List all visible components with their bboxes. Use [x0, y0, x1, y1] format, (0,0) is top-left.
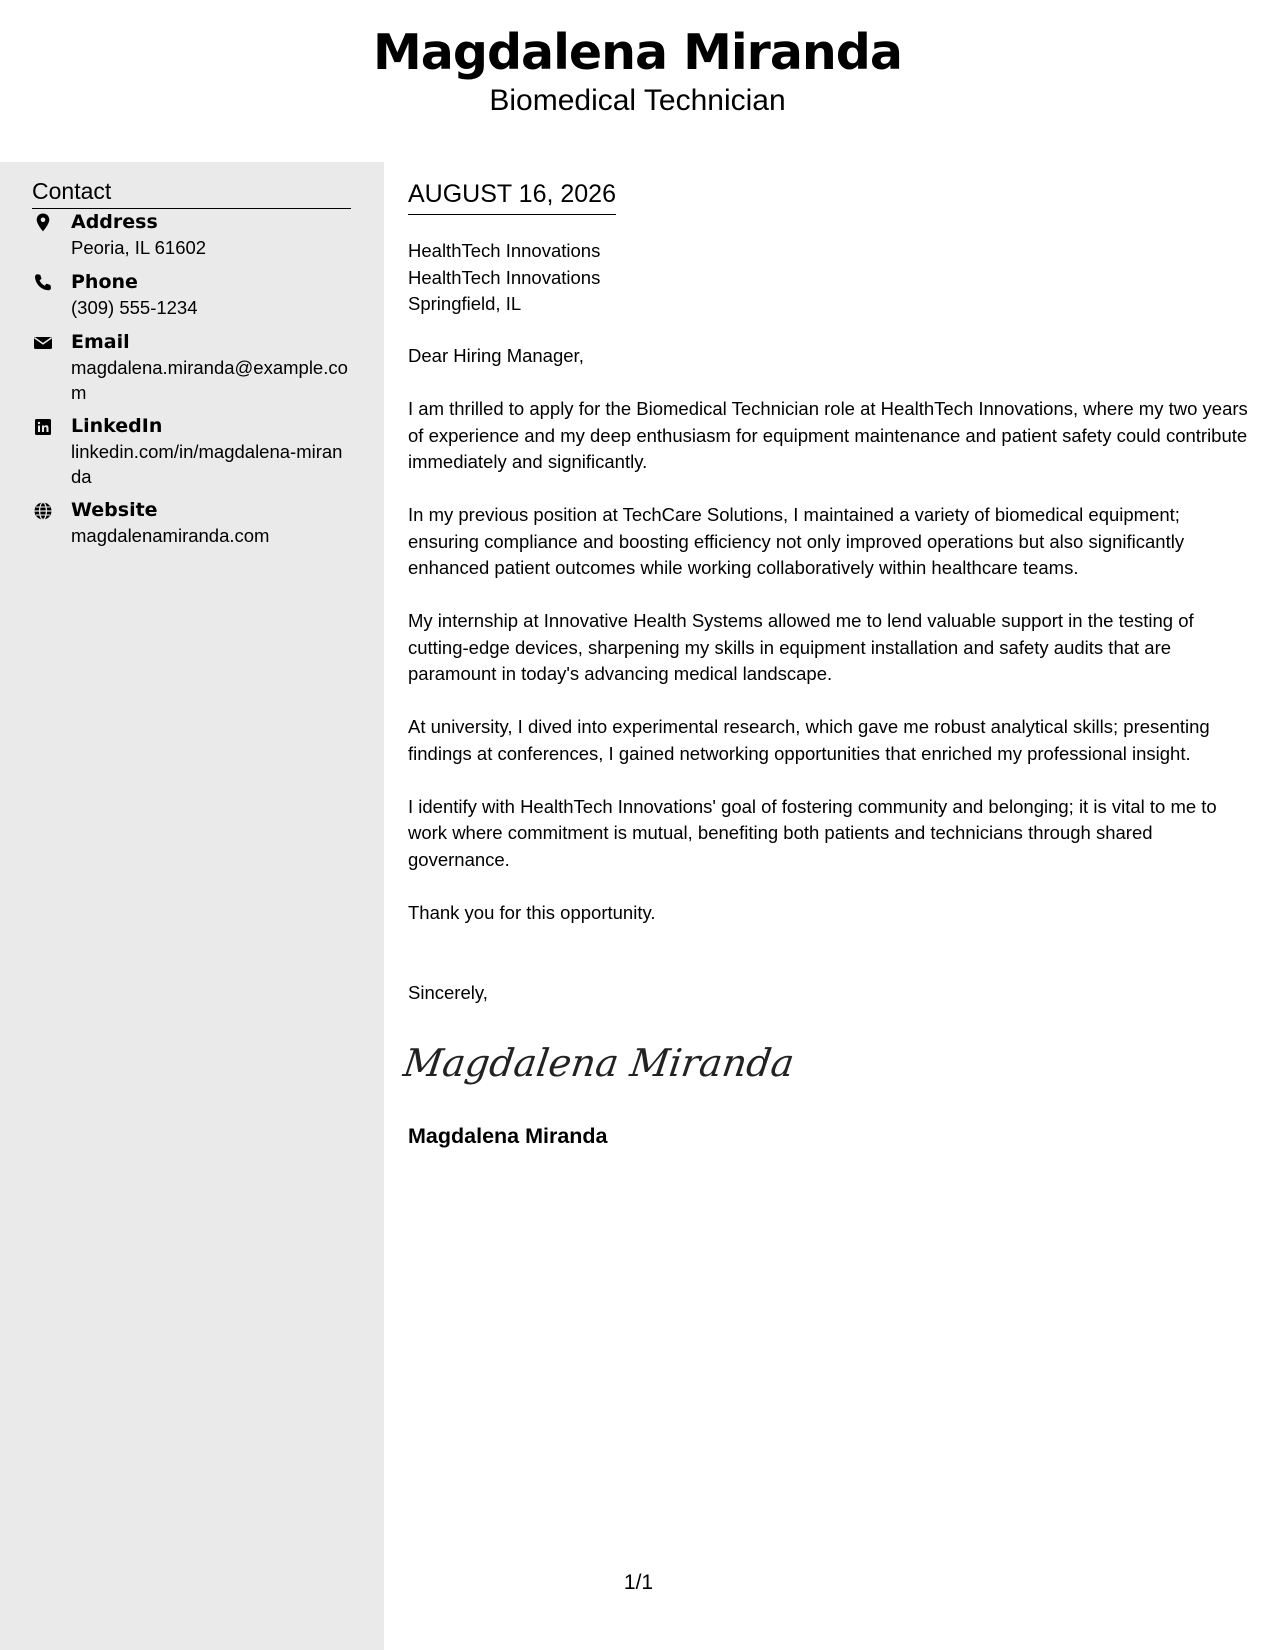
recipient-line: Springfield, IL — [408, 293, 522, 314]
closing: Sincerely, — [408, 982, 488, 1003]
email-value: magdalena.miranda@example.com — [71, 357, 348, 403]
linkedin-icon — [32, 416, 54, 438]
envelope-icon — [32, 332, 54, 354]
address-label: Address — [71, 211, 158, 233]
paragraph: My internship at Innovative Health Systems allowed me to lend valuable support in the testing of cutting-edge devices, sharpening my skills in equipment installation and safety audits that are paramount in today's advancing medical landscape. — [408, 610, 1194, 684]
letter-header — [0, 0, 1275, 162]
phone-icon — [32, 272, 54, 294]
phone-value: (309) 555-1234 — [71, 297, 198, 318]
page-number — [0, 1570, 1275, 1596]
paragraph: In my previous position at TechCare Solutions, I maintained a variety of biomedical equipment; ensuring compliance and boosting efficiency not only improved operations but also significantly enhanced patient outcomes while working collaboratively within healthcare teams. — [408, 504, 1185, 578]
recipient-line: HealthTech Innovations — [408, 240, 601, 261]
paragraph: Thank you for this opportunity. — [408, 901, 656, 923]
contact-title: Contact — [32, 176, 351, 209]
signature-text: Magdalena Miranda — [400, 1042, 797, 1086]
paragraph: At university, I dived into experimental research, which gave me robust analytical skills; presenting findings at conferences, I gained networking opportunities that enriched my professional insight. — [408, 716, 1210, 764]
paragraph: I am thrilled to apply for the Biomedical Technician role at HealthTech Innovations, where my two years of experience and my deep enthusiasm for equipment maintenance and patient safety could contribute immediately and significantly. — [408, 398, 1248, 472]
linkedin-label: LinkedIn — [71, 415, 163, 437]
letter-text — [408, 343, 1248, 953]
phone-label: Phone — [71, 271, 138, 293]
email-label: Email — [71, 331, 130, 353]
letter-date: AUGUST 16, 2026 — [408, 178, 616, 215]
address-value: Peoria, IL 61602 — [71, 237, 207, 258]
website-label: Website — [71, 499, 158, 521]
recipient-block — [408, 238, 600, 318]
linkedin-value: linkedin.com/in/magdalena-miranda — [71, 441, 343, 487]
page-number-text: 1/1 — [623, 1571, 654, 1594]
applicant-role: Biomedical Technician — [489, 84, 786, 117]
handwritten-signature — [400, 1034, 797, 1090]
contact-sidebar — [0, 162, 384, 1650]
salutation: Dear Hiring Manager, — [408, 345, 584, 366]
applicant-name: Magdalena Miranda — [373, 24, 902, 81]
recipient-line: HealthTech Innovations — [408, 266, 601, 288]
website-value: magdalenamiranda.com — [71, 525, 270, 546]
globe-icon — [32, 500, 54, 522]
signed-name: Magdalena Miranda — [408, 1124, 608, 1148]
map-pin-icon — [32, 212, 54, 234]
paragraph: I identify with HealthTech Innovations' goal of fostering community and belonging; it is vital to me to work where commitment is mutual, benefiting both patients and technicians through shared governance. — [408, 795, 1217, 870]
